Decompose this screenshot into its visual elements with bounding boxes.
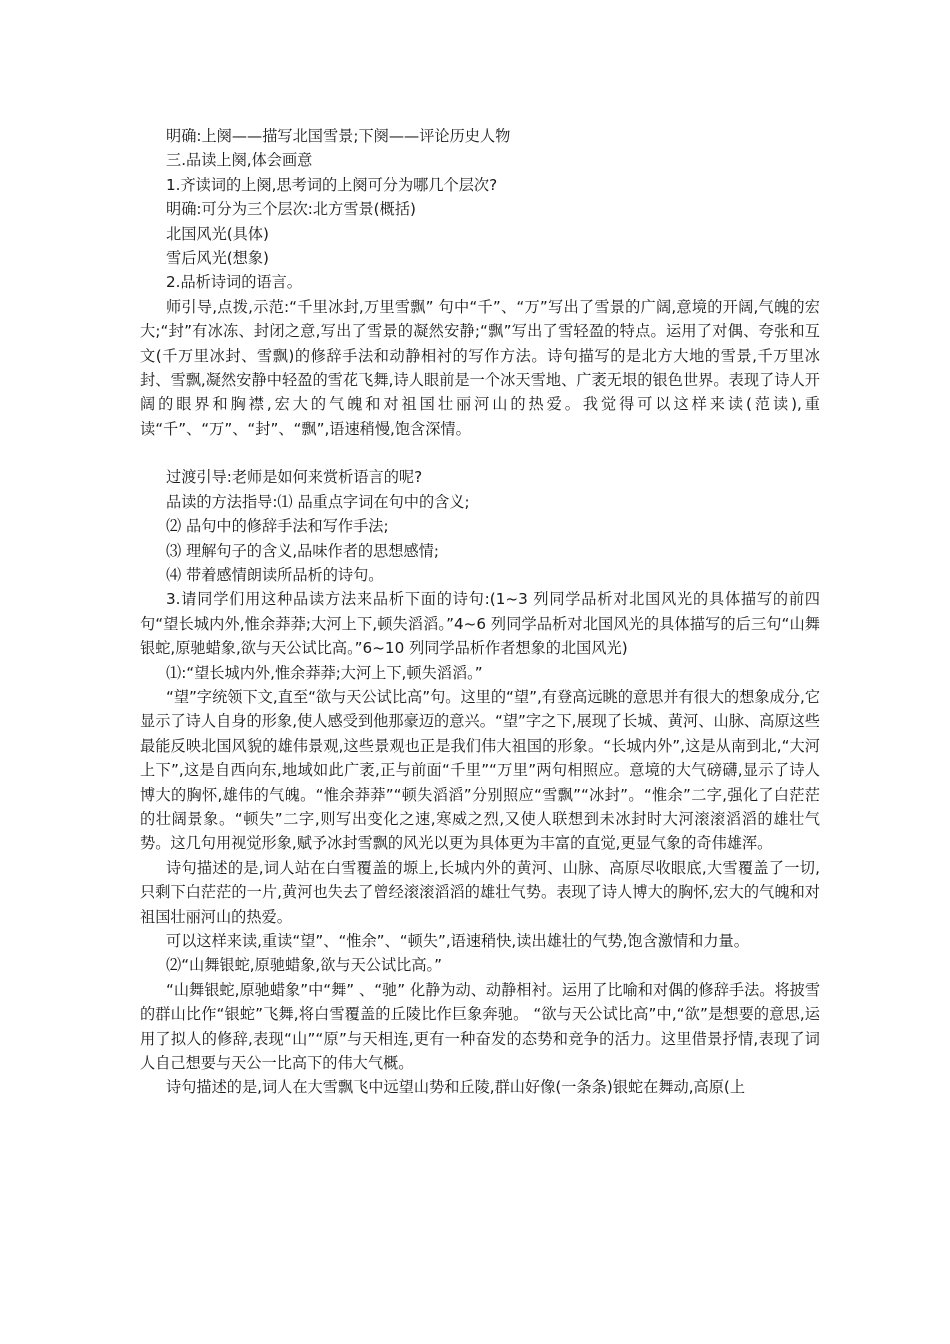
section-heading-3: 三.品读上阕,体会画意 <box>166 151 313 170</box>
paragraph-answer-levels: 明确:可分为三个层次:北方雪景(概括) <box>166 200 416 219</box>
method-item-4: ⑷ 带着感情朗读所品析的诗句。 <box>166 565 384 584</box>
paragraph-answer-structure: 明确:上阕——描写北国雪景;下阕——评论历史人物 <box>166 127 511 145</box>
method-item-2: ⑵ 品句中的修辞手法和写作手法; <box>166 517 389 536</box>
method-item-3: ⑶ 理解句子的含义,品味作者的思想感情; <box>166 541 439 560</box>
paragraph-teacher-demo: 师引导,点拨,示范:“千里冰封,万里雪飘” 句中“千”、“万”写出了雪景的广阔,意境的开阔,气魄的宏大;“封”有冰冻、封闭之意,写出了雪景的凝然安静;“飘”写出了雪轻盈的特点。运用了对偶、夸张和互文(千万里冰封、雪飘)的修辞手法和动静相衬的写作方法。诗句描写的是北方大地的雪景,千万里冰封、雪飘,凝然安静中轻盈的雪花飞舞,诗人眼前是一个冰天雪地、广袤无垠的银色世界。表现了诗人开阔的眼界和胸襟,宏大的气魄和对祖国壮丽河山的热爱。我觉得可以这样来读(范读),重读“千”、“万”、“封”、“飘”,语速稍慢,饱含深情。 <box>140 297 820 438</box>
paragraph-analysis-1: “望”字统领下文,直至“欲与天公试比高”句。这里的“望”,有登高远眺的意思并有很大的想象成分,它显示了诗人自身的形象,使人感受到他那豪迈的意兴。“望”字之下,展现了长城、黄河、山脉、高原这些最能反映北国风貌的雄伟景观,这些景观也正是我们伟大祖国的形象。“长城内外”,这是从南到北,“大河上下”,这是自西向东,地域如此广袤,正与前面“千里”“万里”两句相照应。意境的大气磅礴,显示了诗人博大的胸怀,雄伟的气魄。“惟余莽莽”“顿失滔滔”分别照应“雪飘”“冰封”。“惟余”二字,强化了白茫茫的壮阔景象。“顿失”二字,则写出变化之速,寒威之烈,又使人联想到未冰封时大河滚滚滔滔的雄壮气势。这几句用视觉形象,赋予冰封雪飘的风光以更为具体更为丰富的直觉,更显气象的奇伟雄浑。 <box>140 687 821 853</box>
question-2: 2.品析诗词的语言。 <box>166 273 302 292</box>
question-3: 3.请同学们用这种品读方法来品析下面的诗句:(1~3 列同学品析对北国风光的具体描写的前四句“望长城内外,惟余莽莽;大河上下,顿失滔滔。”4~6 列同学品析对北国风光的具体描写的后三句“山舞银蛇,原驰蜡象,欲与天公试比高。”6~10 列同学品析作者想象的北国风光) <box>140 590 820 658</box>
document-page <box>140 124 820 1100</box>
poem-line-1: ⑴:“望长城内外,惟余莽莽;大河上下,顿失滔滔。” <box>166 663 483 682</box>
method-item-1: 品读的方法指导:⑴ 品重点字词在句中的含义; <box>166 492 470 511</box>
paragraph-analysis-2: “山舞银蛇,原驰蜡象”中“舞” 、“驰” 化静为动、动静相衬。运用了比喻和对偶的修辞手法。将披雪的群山比作“银蛇”飞舞,将白雪覆盖的丘陵比作巨象奔驰。 “欲与天公试比高”中,“欲”是想要的意思,运用了拟人的修辞,表现“山”“原”与天相连,更有一种奋发的态势和竞争的活力。这里借景抒情,表现了词人自己想要与天公一比高下的伟大气概。 <box>140 980 821 1073</box>
paragraph-description-1: 诗句描述的是,词人站在白雪覆盖的塬上,长城内外的黄河、山脉、高原尽收眼底,大雪覆盖了一切,只剩下白茫茫的一片,黄河也失去了曾经滚滚滔滔的雄壮气势。表现了诗人博大的胸怀,宏大的气魄和对祖国壮丽河山的热爱。 <box>140 858 820 926</box>
poem-line-2: ⑵“山舞银蛇,原驰蜡象,欲与天公试比高。” <box>166 956 442 975</box>
paragraph-reading-1: 可以这样来读,重读“望”、“惟余”、“顿失”,语速稍快,读出雄壮的气势,饱含激情和力量。 <box>166 932 749 950</box>
paragraph-transition: 过渡引导:老师是如何来赏析语言的呢? <box>166 468 423 487</box>
level-item-3: 雪后风光(想象) <box>166 249 269 268</box>
paragraph-description-2: 诗句描述的是,词人在大雪飘飞中远望山势和丘陵,群山好像(一条条)银蛇在舞动,高原(上 <box>166 1078 746 1097</box>
level-item-2: 北国风光(具体) <box>166 224 269 243</box>
question-1: 1.齐读词的上阕,思考词的上阕可分为哪几个层次? <box>166 175 498 194</box>
